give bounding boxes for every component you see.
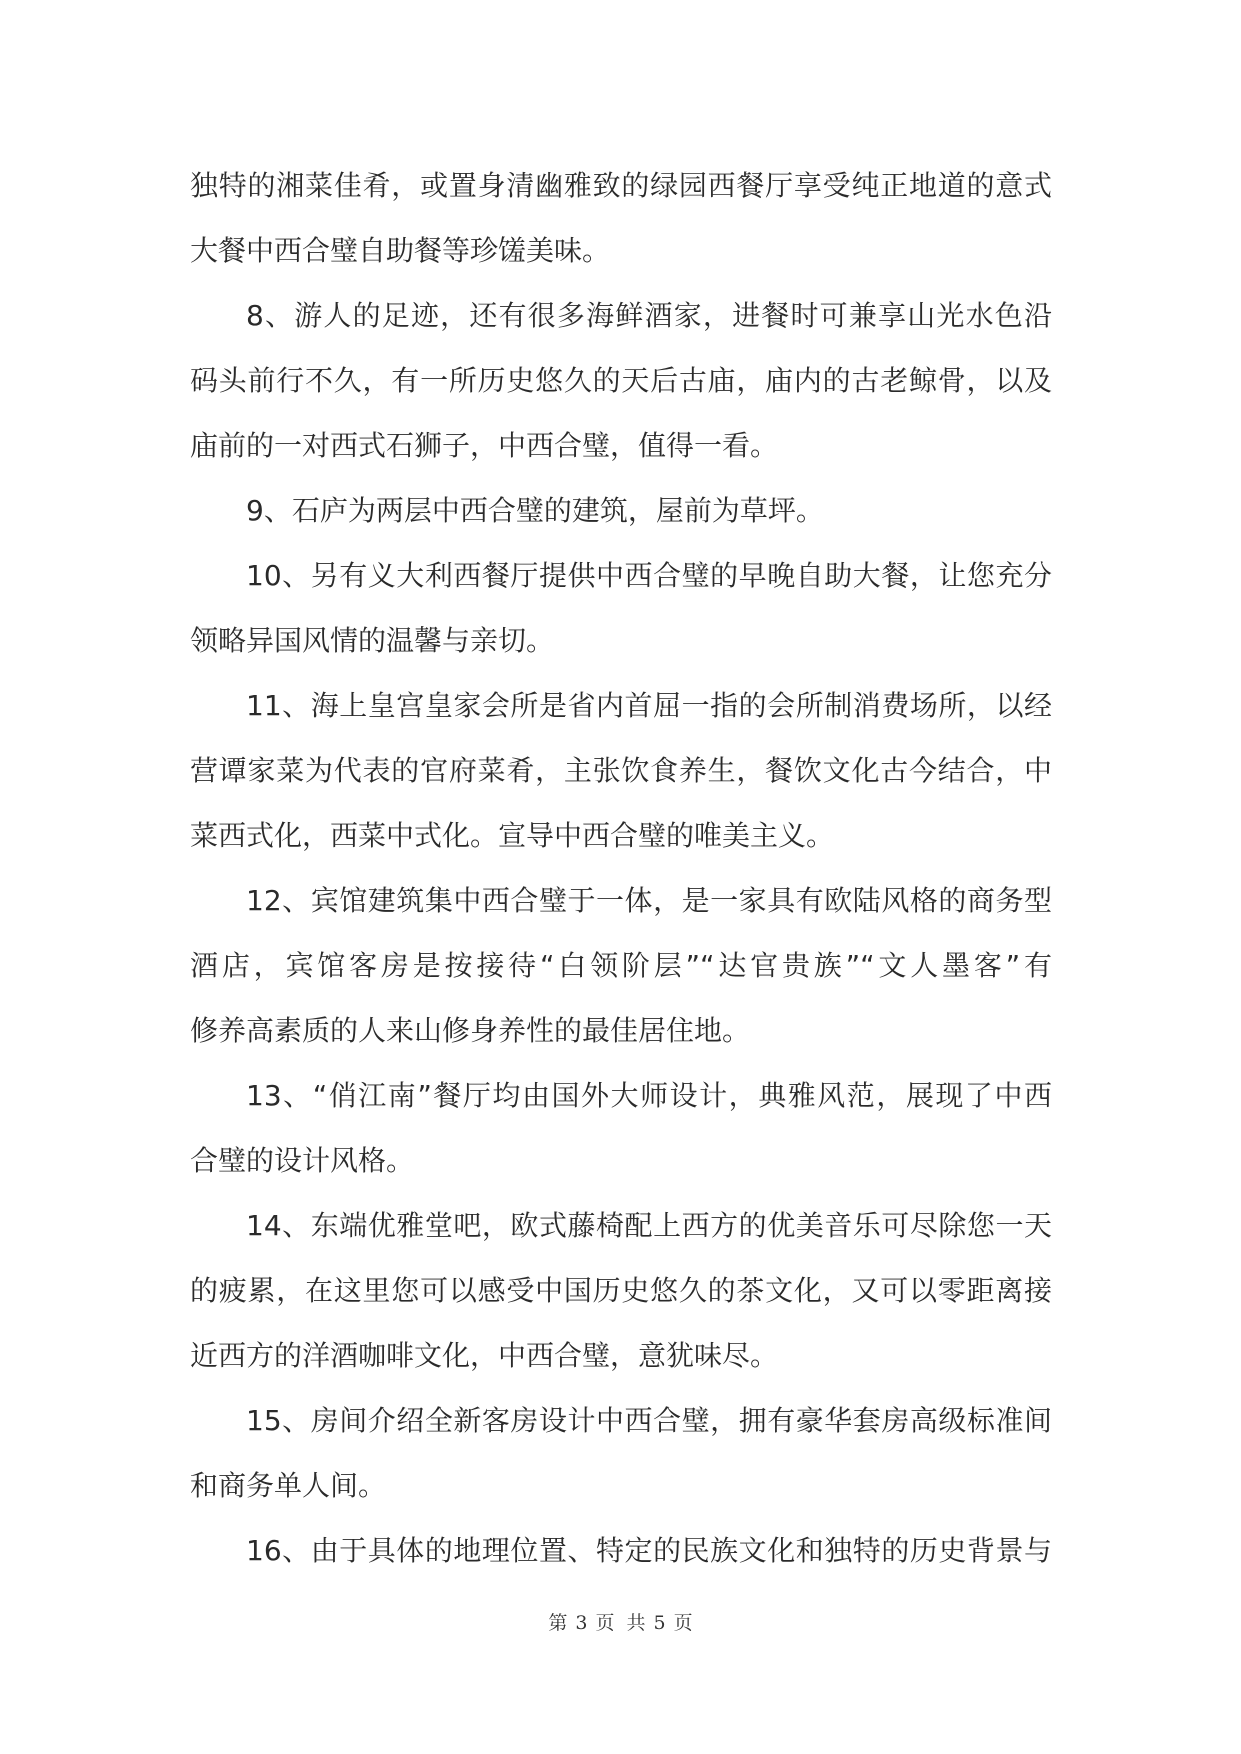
text-line: 15、房间介绍全新客房设计中西合璧，拥有豪华套房高级标准间 (246, 1404, 1052, 1437)
text-line: 12、宾馆建筑集中西合璧于一体，是一家具有欧陆风格的商务型 (246, 884, 1052, 917)
text-line: 酒店，宾馆客房是按接待“白领阶层”“达官贵族”“文人墨客”有 (190, 949, 1052, 982)
paragraph (190, 868, 1052, 1063)
text-line: 11、海上皇宫皇家会所是省内首屈一指的会所制消费场所，以经 (246, 689, 1052, 722)
text-line: 独特的湘菜佳肴，或置身清幽雅致的绿园西餐厅享受纯正地道的意式 (190, 169, 1052, 202)
text-line: 和商务单人间。 (190, 1469, 387, 1502)
text-line: 大餐中西合璧自助餐等珍馐美味。 (190, 234, 611, 267)
paragraph (190, 1388, 1052, 1518)
paragraph (190, 283, 1052, 478)
footer-prefix: 第 (548, 1612, 568, 1634)
current-page-number: 3 (575, 1612, 588, 1634)
body-text (190, 153, 1052, 1583)
footer-suffix: 页 (673, 1612, 693, 1634)
text-line: 10、另有义大利西餐厅提供中西合璧的早晚自助大餐，让您充分 (246, 559, 1052, 592)
text-line: 16、由于具体的地理位置、特定的民族文化和独特的历史背景与 (246, 1534, 1052, 1567)
text-line: 14、东端优雅堂吧，欧式藤椅配上西方的优美音乐可尽除您一天 (246, 1209, 1052, 1242)
footer-middle: 页 共 (595, 1612, 646, 1634)
text-line: 庙前的一对西式石狮子，中西合璧，值得一看。 (190, 429, 779, 462)
text-line: 的疲累，在这里您可以感受中国历史悠久的茶文化，又可以零距离接 (190, 1274, 1052, 1307)
text-line: 营谭家菜为代表的官府菜肴，主张饮食养生，餐饮文化古今结合，中 (190, 754, 1052, 787)
paragraph (190, 543, 1052, 673)
paragraph (190, 1518, 1052, 1583)
paragraph (190, 673, 1052, 868)
text-line: 合璧的设计风格。 (190, 1144, 415, 1177)
page-footer (0, 1608, 1241, 1635)
paragraph (190, 1193, 1052, 1388)
text-line: 领略异国风情的温馨与亲切。 (190, 624, 555, 657)
text-line: 9、石庐为两层中西合璧的建筑，屋前为草坪。 (246, 494, 824, 527)
total-pages-number: 5 (653, 1612, 666, 1634)
text-line: 码头前行不久，有一所历史悠久的天后古庙，庙内的古老鲸骨，以及 (190, 364, 1052, 397)
paragraph (190, 153, 1052, 283)
text-line: 菜西式化，西菜中式化。宣导中西合璧的唯美主义。 (190, 819, 835, 852)
paragraph (190, 1063, 1052, 1193)
text-line: 修养高素质的人来山修身养性的最佳居住地。 (190, 1014, 751, 1047)
paragraph (190, 478, 1052, 543)
text-line: 8、游人的足迹，还有很多海鲜酒家，进餐时可兼享山光水色沿 (246, 299, 1052, 332)
text-line: 近西方的洋酒咖啡文化，中西合璧，意犹味尽。 (190, 1339, 779, 1372)
text-line: 13、“俏江南”餐厅均由国外大师设计，典雅风范，展现了中西 (246, 1079, 1052, 1112)
